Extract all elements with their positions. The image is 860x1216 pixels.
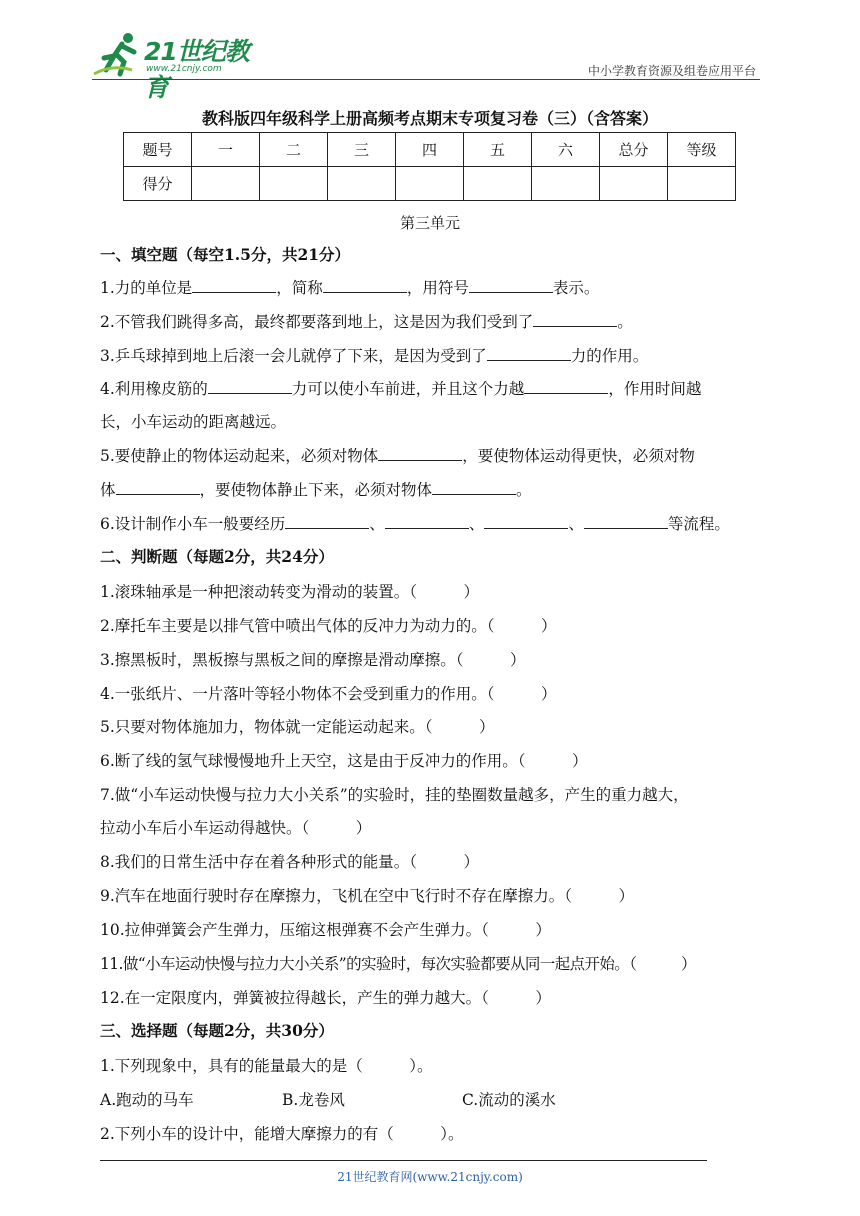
answer-blank[interactable] <box>385 514 469 529</box>
judge-question: 11.做“小车运动快慢与拉力大小关系”的实验时，每次实验都要从同一起点开始。（ ） <box>100 955 696 973</box>
question-text: 4.利用橡皮筋的 <box>100 380 208 398</box>
choice-option: B.龙卷风 <box>282 1091 345 1109</box>
question-line <box>100 512 730 534</box>
question-text: 力的作用。 <box>570 347 649 365</box>
score-table <box>123 132 736 201</box>
score-input-cell[interactable] <box>600 167 668 201</box>
table-cell: 一 <box>192 133 260 167</box>
table-cell: 四 <box>396 133 464 167</box>
table-cell: 六 <box>532 133 600 167</box>
judge-question: 6.断了线的氢气球慢慢地升上天空，这是由于反冲力的作用。（ ） <box>100 752 588 770</box>
footer-link[interactable]: 21世纪教育网(www.21cnjy.com) <box>337 1170 523 1184</box>
question-line <box>100 310 633 332</box>
answer-blank[interactable] <box>584 514 668 529</box>
answer-blank[interactable] <box>378 446 462 461</box>
question-text: ，要使物体运动得更快，必须对物 <box>462 447 695 465</box>
question-line <box>100 276 599 298</box>
question-line <box>100 444 695 466</box>
judge-question: 5.只要对物体施加力，物体就一定能运动起来。（ ） <box>100 718 495 736</box>
choice-question: 1.下列现象中，具有的能量最大的是（ ）。 <box>100 1057 433 1075</box>
question-text: ，要使物体静止下来，必须对物体 <box>199 481 433 499</box>
score-input-cell[interactable] <box>192 167 260 201</box>
table-cell: 得分 <box>124 167 192 201</box>
score-table-row <box>124 167 736 201</box>
answer-blank[interactable] <box>192 278 276 293</box>
answer-blank[interactable] <box>285 514 369 529</box>
table-cell: 总分 <box>600 133 668 167</box>
section-heading: 一、填空题（每空1.5分，共21分） <box>100 245 351 264</box>
answer-blank[interactable] <box>533 312 617 327</box>
question-text: 2.不管我们跳得多高，最终都要落到地上，这是因为我们受到了 <box>100 313 534 331</box>
logo <box>92 30 267 102</box>
header-divider <box>92 79 760 80</box>
judge-question: 10.拉伸弹簧会产生弹力，压缩这根弹赛不会产生弹力。（ ） <box>100 921 551 939</box>
section-heading: 三、选择题（每题2分，共30分） <box>100 1021 334 1040</box>
judge-question: 8.我们的日常生活中存在着各种形式的能量。（ ） <box>100 853 480 871</box>
footer-divider <box>100 1160 707 1161</box>
answer-blank[interactable] <box>469 278 553 293</box>
question-text: 力可以使小车前进，并且这个力越 <box>291 380 525 398</box>
judge-question: 4.一张纸片、一片落叶等轻小物体不会受到重力的作用。（ ） <box>100 685 557 703</box>
platform-name: 中小学教育资源及组卷应用平台 <box>587 64 756 78</box>
answer-blank[interactable] <box>487 346 571 361</box>
table-cell: 三 <box>328 133 396 167</box>
table-cell: 二 <box>260 133 328 167</box>
judge-question: 12.在一定限度内，弹簧被拉得越长，产生的弹力越大。（ ） <box>100 989 551 1007</box>
judge-question: 3.擦黑板时，黑板擦与黑板之间的摩擦是滑动摩擦。（ ） <box>100 651 526 669</box>
question-text: 体 <box>100 481 116 499</box>
answer-blank[interactable] <box>484 514 568 529</box>
page-header <box>0 0 860 102</box>
question-text: 。 <box>617 313 633 331</box>
runner-logo-icon <box>92 30 148 78</box>
question-text: ，简称 <box>276 279 323 297</box>
question-text: ，用符号 <box>406 279 469 297</box>
choice-option: C.流动的溪水 <box>462 1091 556 1109</box>
question-text: 1.力的单位是 <box>100 279 193 297</box>
answer-blank[interactable] <box>432 480 516 495</box>
logo-url: www.21cnjy.com <box>146 64 222 74</box>
score-input-cell[interactable] <box>668 167 736 201</box>
separator: 、 <box>369 515 385 533</box>
score-input-cell[interactable] <box>328 167 396 201</box>
question-text: 5.要使静止的物体运动起来，必须对物体 <box>100 447 379 465</box>
question-line <box>100 344 648 366</box>
section-heading: 二、判断题（每题2分，共24分） <box>100 547 334 566</box>
question-line: 长，小车运动的距离越远。 <box>100 413 287 431</box>
question-line <box>100 377 701 399</box>
answer-blank[interactable] <box>116 480 200 495</box>
choice-option: A.跑动的马车 <box>100 1091 194 1109</box>
score-input-cell[interactable] <box>396 167 464 201</box>
separator: 、 <box>568 515 584 533</box>
judge-question: 9.汽车在地面行驶时存在摩擦力，飞机在空中飞行时不存在摩擦力。（ ） <box>100 887 635 905</box>
question-line <box>100 478 532 500</box>
answer-blank[interactable] <box>524 379 608 394</box>
table-cell: 题号 <box>124 133 192 167</box>
page-title: 教科版四年级科学上册高频考点期末专项复习卷（三）（含答案） <box>201 109 658 128</box>
question-text: 3.乒乓球掉到地上后滚一会儿就停了下来，是因为受到了 <box>100 347 487 365</box>
unit-title: 第三单元 <box>399 214 460 232</box>
question-text: 6.设计制作小车一般要经历 <box>100 515 286 533</box>
score-input-cell[interactable] <box>532 167 600 201</box>
table-cell: 等级 <box>668 133 736 167</box>
answer-blank[interactable] <box>208 379 292 394</box>
answer-blank[interactable] <box>323 278 407 293</box>
question-text: 表示。 <box>552 279 600 297</box>
choice-question: 2.下列小车的设计中，能增大摩擦力的有（ ）。 <box>100 1125 464 1143</box>
score-input-cell[interactable] <box>260 167 328 201</box>
question-text: 等流程。 <box>667 515 730 533</box>
table-cell: 五 <box>464 133 532 167</box>
judge-question: 1.滚珠轴承是一种把滚动转变为滑动的装置。（ ） <box>100 583 480 601</box>
judge-question: 7.做“小车运动快慢与拉力大小关系”的实验时，挂的垫圈数量越多，产生的重力越大， <box>100 786 689 804</box>
score-table-header-row <box>124 133 736 167</box>
separator: 、 <box>468 515 485 533</box>
score-input-cell[interactable] <box>464 167 532 201</box>
logo-text: 21世纪教育 <box>144 37 249 102</box>
question-text: ，作用时间越 <box>608 380 702 398</box>
question-text: 。 <box>516 481 532 499</box>
judge-question: 2.摩托车主要是以排气管中喷出气体的反冲力为动力的。（ ） <box>100 617 557 635</box>
judge-question: 拉动小车后小车运动得越快。（ ） <box>100 819 372 837</box>
